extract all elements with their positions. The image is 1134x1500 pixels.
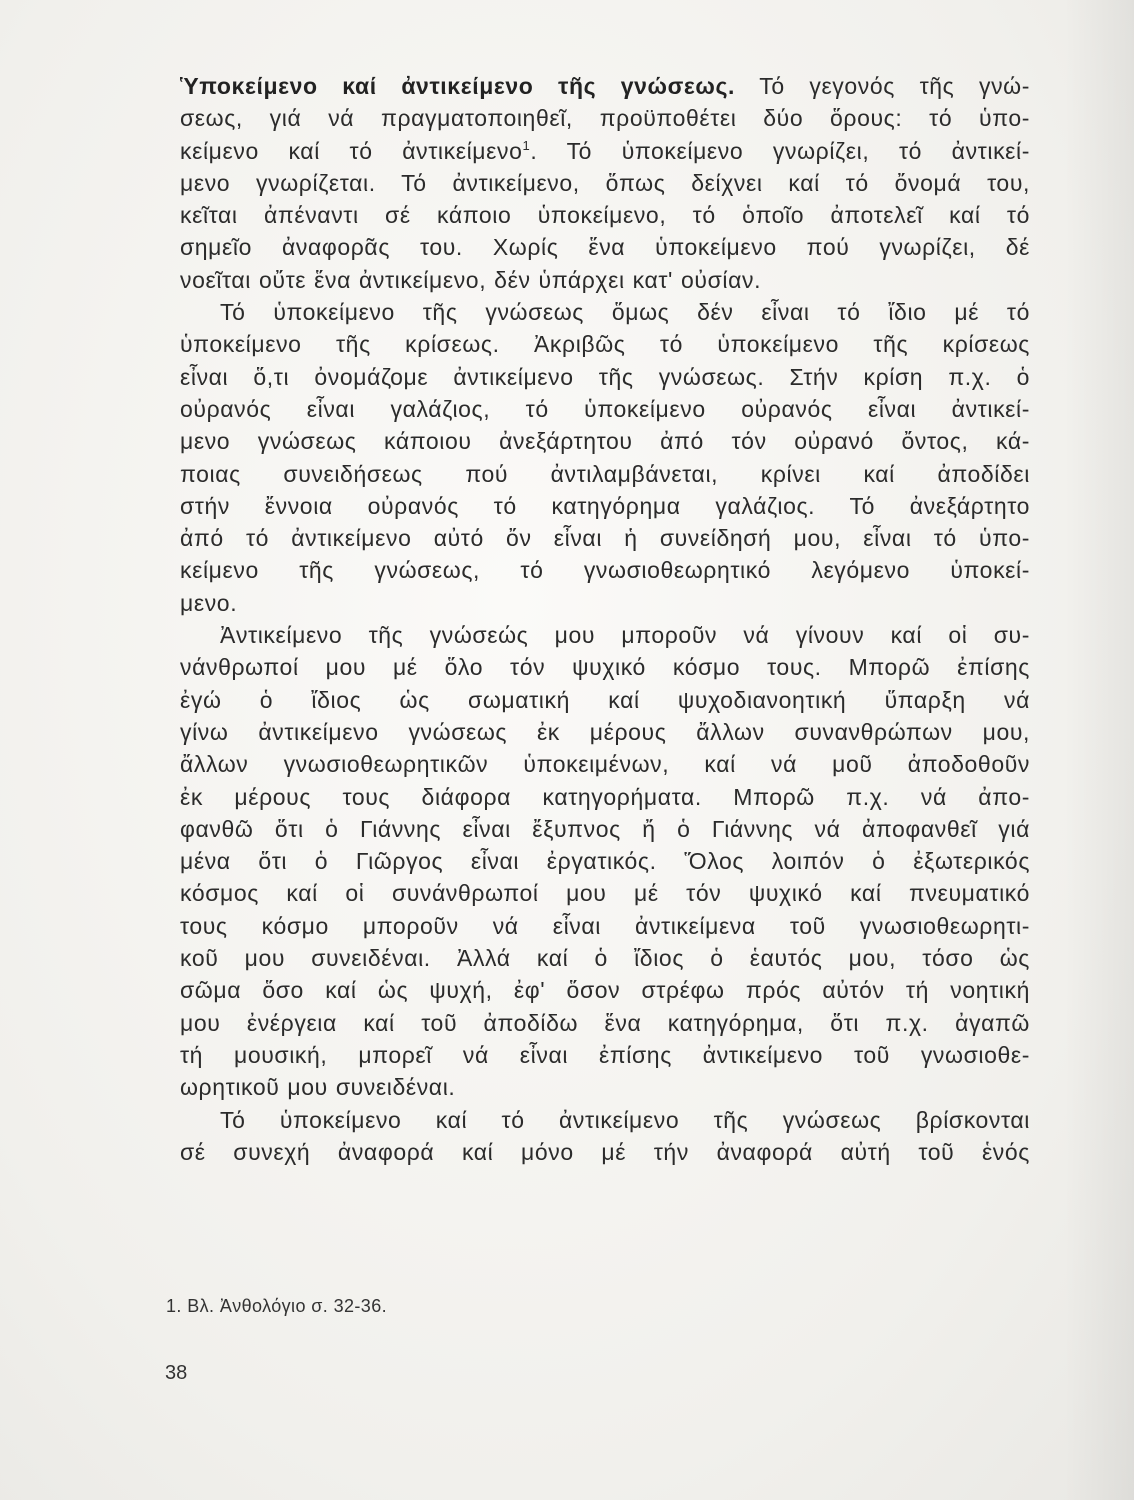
body-text — [180, 70, 1030, 1168]
text-line: τή μουσική, μπορεῖ νά εἶναι ἐπίσης ἀντικείμενο τοῦ γνωσιοθε- — [180, 1041, 1030, 1068]
text-line: ἀπό τό ἀντικείμενο αὐτό ὄν εἶναι ἡ συνείδησή μου, εἶναι τό ὑπο- — [180, 525, 1030, 552]
text-line: σεως, γιά νά πραγματοποιηθεῖ, προϋποθέτει δύο ὅρους: τό ὑπο- — [180, 105, 1030, 132]
text-line: οὐρανός εἶναι γαλάζιος, τό ὑποκείμενο οὐρανός εἶναι ἀντικεί- — [180, 395, 1030, 422]
footnote: 1. Βλ. Ἀνθολόγιο σ. 32-36. — [166, 1296, 388, 1316]
text-line: μενο γνώσεως κάποιου ἀνεξάρτητου ἀπό τόν οὐρανό ὄντος, κά- — [180, 428, 1030, 455]
text-line: εἶναι ὅ,τι ὀνομάζομε ἀντικείμενο τῆς γνώσεως. Στήν κρίση π.χ. ὁ — [180, 363, 1030, 390]
text-line: μενο. — [180, 589, 238, 616]
text-line: μου ἐνέργεια καί τοῦ ἀποδίδω ἕνα κατηγόρημα, ὅτι π.χ. ἀγαπῶ — [180, 1009, 1030, 1036]
text-line: σῶμα ὅσο καί ὡς ψυχή, ἐφ' ὅσον στρέφω πρός αὐτόν τή νοητική — [180, 977, 1030, 1004]
text-line: νοεῖται οὔτε ἕνα ἀντικείμενο, δέν ὑπάρχει κατ' οὐσίαν. — [180, 266, 762, 293]
section-heading: Ὑποκείμενο καί ἀντικείμενο τῆς γνώσεως. — [180, 73, 736, 99]
text-line: ἐγώ ὁ ἴδιος ὡς σωματική καί ψυχοδιανοητική ὕπαρξη νά — [180, 686, 1030, 713]
text-line: Τό ὑποκείμενο τῆς γνώσεως ὅμως δέν εἶναι τό ἴδιο μέ τό — [220, 299, 1030, 326]
footnote-marker: 1 — [522, 137, 531, 153]
text-line: ἐκ μέρους τους διάφορα κατηγορήματα. Μπορῶ π.χ. νά ἀπο- — [180, 783, 1030, 810]
text-line: σέ συνεχή ἀναφορά καί μόνο μέ τήν ἀναφορά αὐτή τοῦ ἑνός — [180, 1138, 1030, 1165]
text-line: κείμενο τῆς γνώσεως, τό γνωσιοθεωρητικό λεγόμενο ὑποκεί- — [180, 557, 1030, 584]
text-line: σημεῖο ἀναφορᾶς του. Χωρίς ἕνα ὑποκείμενο πού γνωρίζει, δέ — [180, 234, 1030, 261]
text-line: τους κόσμο μποροῦν νά εἶναι ἀντικείμενα τοῦ γνωσιοθεωρητι- — [180, 912, 1030, 939]
text-line: ἄλλων γνωσιοθεωρητικῶν ὑποκειμένων, καί νά μοῦ ἀποδοθοῦν — [180, 751, 1030, 778]
text-line: μενο γνωρίζεται. Τό ἀντικείμενο, ὅπως δείχνει καί τό ὄνομά του, — [180, 169, 1030, 196]
text-line: στήν ἔννοια οὐρανός τό κατηγόρημα γαλάζιος. Τό ἀνεξάρτητο — [180, 492, 1030, 519]
text-line: ωρητικοῦ μου συνειδέναι. — [180, 1074, 456, 1101]
text-line: γίνω ἀντικείμενο γνώσεως ἐκ μέρους ἄλλων συνανθρώπων μου, — [180, 718, 1030, 745]
text-line: φανθῶ ὅτι ὁ Γιάννης εἶναι ἔξυπνος ἤ ὁ Γιάννης νά ἀποφανθεῖ γιά — [180, 815, 1030, 842]
text-line: Τό ὑποκείμενο καί τό ἀντικείμενο τῆς γνώσεως βρίσκονται — [220, 1106, 1030, 1133]
text-line: ὑποκείμενο τῆς κρίσεως. Ἀκριβῶς τό ὑποκείμενο τῆς κρίσεως — [180, 331, 1030, 358]
text-line: Ὑποκείμενο καί ἀντικείμενο τῆς γνώσεως. Τό γεγονός τῆς γνώ- — [180, 73, 1030, 99]
text-line: κεῖται ἀπέναντι σέ κάποιο ὑποκείμενο, τό ὁποῖο ἀποτελεῖ καί τό — [180, 202, 1030, 229]
text-line: κόσμος καί οἱ συνάνθρωποί μου μέ τόν ψυχικό καί πνευματικό — [180, 880, 1030, 907]
text-line: Ἀντικείμενο τῆς γνώσεώς μου μποροῦν νά γίνουν καί οἱ συ- — [220, 622, 1030, 649]
page-number: 38 — [165, 1362, 188, 1384]
text-line: κείμενο καί τό ἀντικείμενο$^1$. Τό ὑποκείμενο γνωρίζει, τό ἀντικεί- — [180, 137, 1031, 164]
text-line: μένα ὅτι ὁ Γιῶργος εἶναι ἐργατικός. Ὅλος λοιπόν ὁ ἐξωτερικός — [180, 848, 1030, 875]
page-edge-shadow — [1064, 0, 1134, 1500]
text-line: νάνθρωποί μου μέ ὅλο τόν ψυχικό κόσμο τους. Μπορῶ ἐπίσης — [180, 654, 1030, 681]
text-line: κοῦ μου συνειδέναι. Ἀλλά καί ὁ ἴδιος ὁ ἑαυτός μου, τόσο ὡς — [180, 945, 1030, 972]
text-line: ποιας συνειδήσεως πού ἀντιλαμβάνεται, κρίνει καί ἀποδίδει — [180, 460, 1030, 487]
